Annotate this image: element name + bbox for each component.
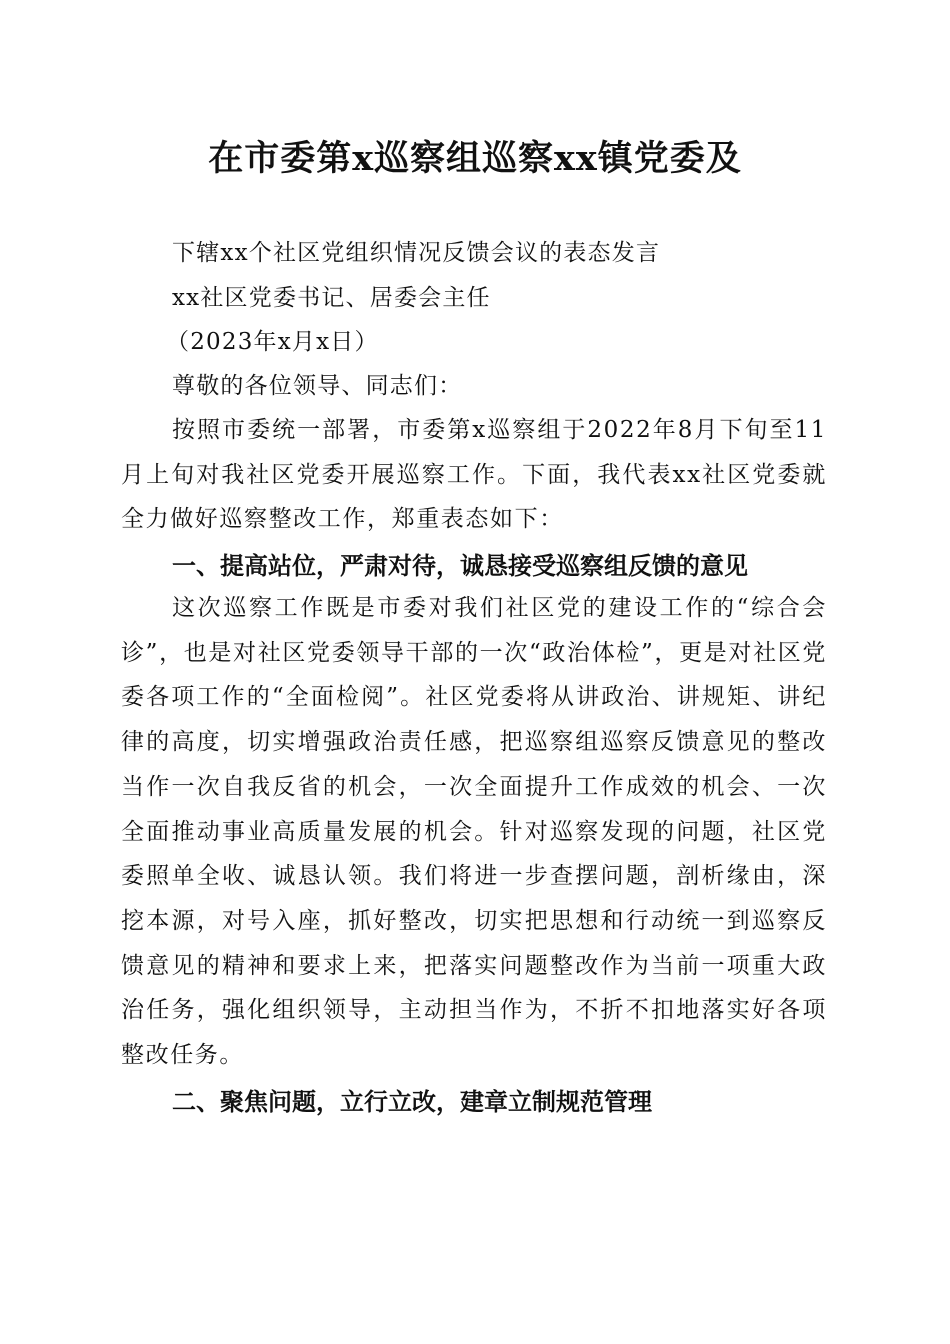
section1-heading: 一、提高站位，严肃对待，诚恳接受巡察组反馈的意见 xyxy=(172,552,748,580)
speaker-line: xx社区党委书记、居委会主任 xyxy=(172,285,491,311)
document-title: 在市委第x巡察组巡察xx镇党委及 xyxy=(208,138,742,179)
intro-paragraph: 按照市委统一部署，市委第x巡察组于2022年8月下旬至11月上旬对我社区党委开展巡察工作。下面，我代表xx社区党委就全力做好巡察整改工作，郑重表态如下： xyxy=(121,417,827,533)
section1-paragraph: 这次巡察工作既是市委对我们社区党的建设工作的“综合会诊”，也是对社区党委领导干部的一次“政治体检”，更是对社区党委各项工作的“全面检阅”。社区党委将从讲政治、讲规矩、讲纪律的高度，切实增强政治责任感，把巡察组巡察反馈意见的整改当作一次自我反省的机会，一次全面提升工作成效的机会、一次全面推动事业高质量发展的机会。针对巡察发现的问题，社区党委照单全收、诚恳认领。我们将进一步查摆问题，剖析缘由，深挖本源，对号入座，抓好整改，切实把思想和行动统一到巡察反馈意见的精神和要求上来，把落实问题整改作为当前一项重大政治任务，强化组织领导，主动担当作为，不折不扣地落实好各项整改任务。 xyxy=(121,595,827,1069)
subtitle-line: 下辖xx个社区党组织情况反馈会议的表态发言 xyxy=(172,240,661,266)
salutation: 尊敬的各位领导、同志们： xyxy=(172,373,463,399)
date-line: （2023年x月x日） xyxy=(166,329,379,355)
section2-heading: 二、聚焦问题，立行立改，建章立制规范管理 xyxy=(172,1088,652,1116)
